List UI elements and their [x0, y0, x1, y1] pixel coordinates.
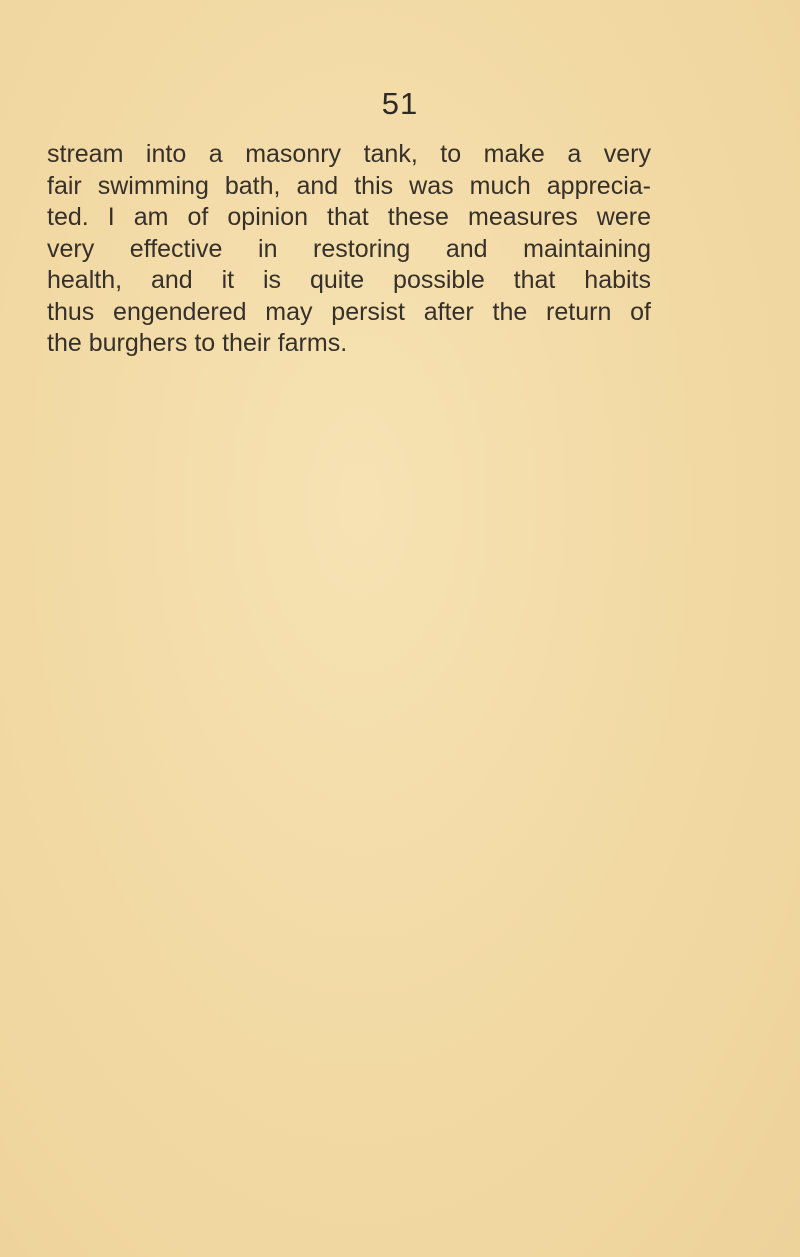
text-line: ted. I am of opinion that these measures were [47, 203, 651, 231]
body-paragraph [47, 139, 667, 360]
page-number: 51 [381, 86, 419, 121]
text-line: health, and it is quite possible that habits [47, 266, 651, 294]
text-line: the burghers to their farms. [47, 329, 348, 357]
text-line: thus engendered may persist after the return of [47, 297, 651, 326]
text-line: stream into a masonry tank, to make a very [47, 140, 651, 168]
text-line: fair swimming bath, and this was much apprecia- [47, 171, 651, 200]
text-line: very effective in restoring and maintaining [47, 234, 651, 263]
